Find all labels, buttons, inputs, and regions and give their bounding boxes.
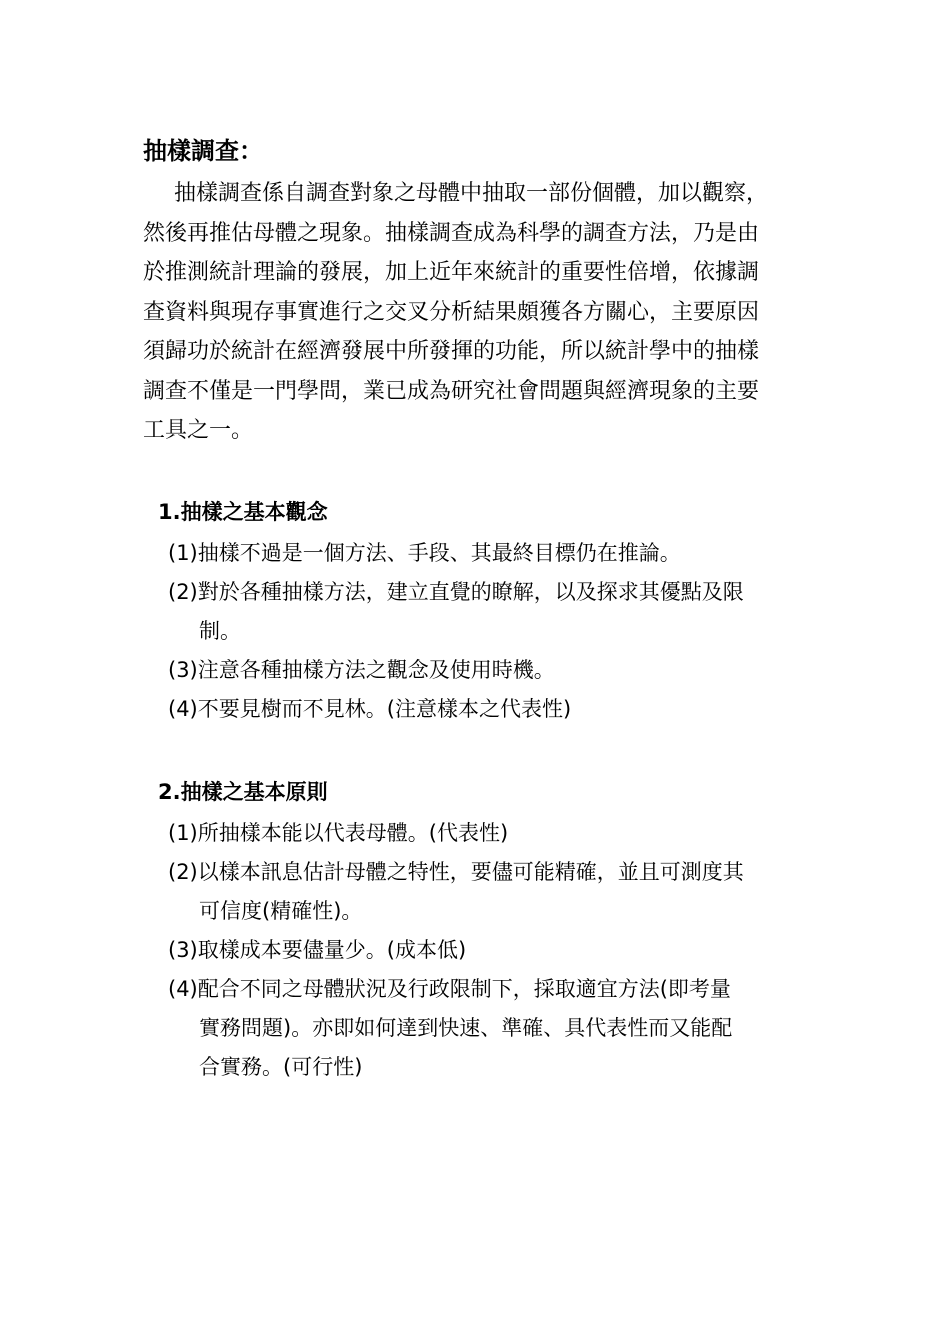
list-item xyxy=(158,970,818,1087)
section-basic-concepts xyxy=(158,494,818,729)
item-line: (3)注意各種抽樣方法之觀念及使用時機。 xyxy=(168,658,555,682)
item-line: 實務問題)。亦即如何達到快速、準確、具代表性而又能配 xyxy=(199,1016,733,1040)
section-heading: 2.抽樣之基本原則 xyxy=(158,780,328,804)
item-line: (2)以樣本訊息估計母體之特性，要儘可能精確，並且可測度其 xyxy=(168,860,744,884)
intro-line: 須歸功於統計在經濟發展中所發揮的功能，所以統計學中的抽樣 xyxy=(143,339,760,364)
item-line: (2)對於各種抽樣方法，建立直覺的瞭解，以及探求其優點及限 xyxy=(168,580,744,604)
list-item xyxy=(158,931,818,970)
item-line: (4)不要見樹而不見林。(注意樣本之代表性) xyxy=(168,697,572,721)
page-title: 抽樣調查： xyxy=(143,137,263,165)
section-heading: 1.抽樣之基本觀念 xyxy=(158,500,328,524)
item-line: (1)抽樣不過是一個方法、手段、其最終目標仍在推論。 xyxy=(168,541,681,565)
intro-line: 調查不僅是一門學問，業已成為研究社會問題與經濟現象的主要 xyxy=(143,378,760,404)
list-item xyxy=(158,690,818,729)
item-line: (4)配合不同之母體狀況及行政限制下，採取適宜方法(即考量 xyxy=(168,977,731,1001)
item-line: 合實務。(可行性) xyxy=(199,1055,363,1079)
intro-line: 於推測統計理論的發展，加上近年來統計的重要性倍增，依據調 xyxy=(143,260,760,285)
item-line: (1)所抽樣本能以代表母體。(代表性) xyxy=(168,821,509,845)
item-line: 可信度(精確性)。 xyxy=(199,899,363,923)
item-line: 制。 xyxy=(199,619,241,643)
list-item xyxy=(158,534,818,573)
list-item xyxy=(158,853,818,931)
intro-line: 工具之一。 xyxy=(143,418,254,443)
item-line: (3)取樣成本要儘量少。(成本低) xyxy=(168,938,467,962)
list-item xyxy=(158,573,818,651)
intro-line: 抽樣調查係自調查對象之母體中抽取一部份個體，加以觀察， xyxy=(174,181,769,206)
intro-line: 查資料與現存事實進行之交叉分析結果頗獲各方關心，主要原因 xyxy=(143,299,760,325)
list-item xyxy=(158,814,818,853)
intro-line: 然後再推估母體之現象。抽樣調查成為科學的調查方法，乃是由 xyxy=(143,220,760,246)
intro-paragraph xyxy=(143,174,813,451)
list-item xyxy=(158,651,818,690)
section-basic-principles xyxy=(158,774,818,1087)
